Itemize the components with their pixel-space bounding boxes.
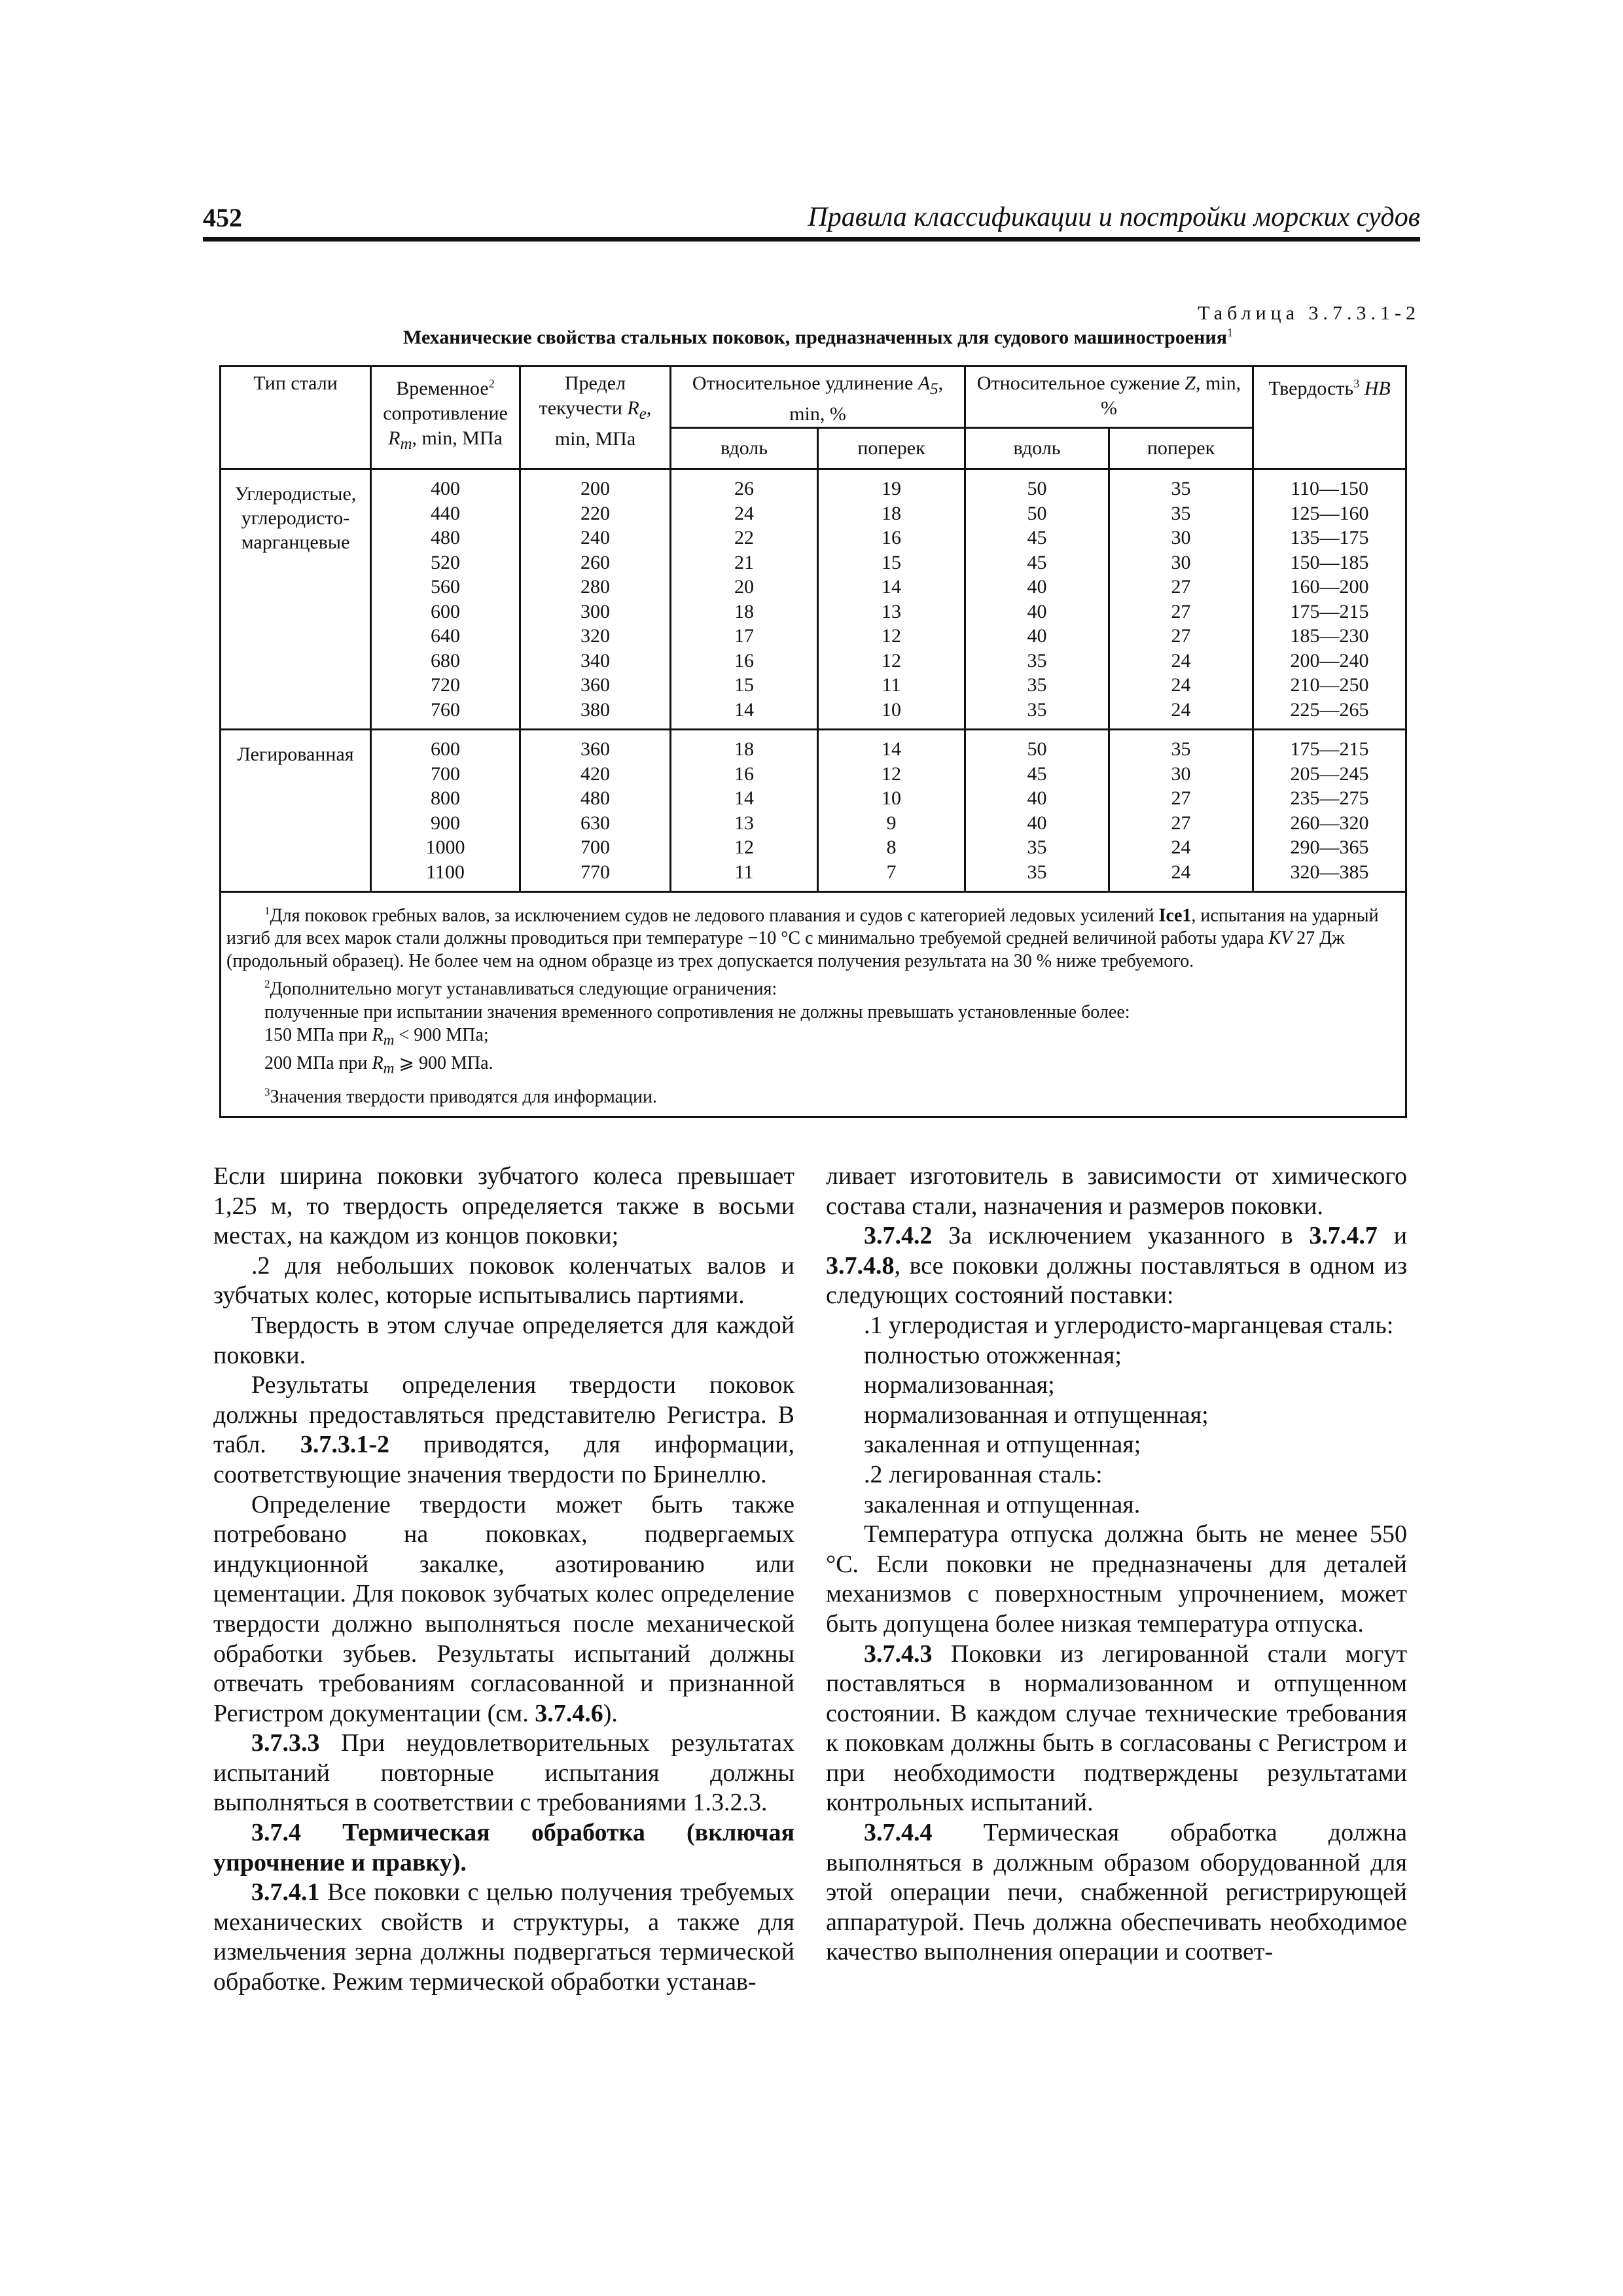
table-cell-value: 50 [1027,738,1047,760]
footnote-2-limit-2: 200 МПа при $R_m$ ⩾ 900 МПа. [264,1053,493,1077]
paragraph: Твердость в этом случае определяется для каждой поковки. [213,1311,794,1369]
caption-footnote-mark: 1 [1226,326,1233,339]
table-cell-value: 225—265 [1290,698,1369,721]
table-cell-value: 12 [734,836,754,858]
table-cell-value: 770 [580,861,610,883]
footnotes-row [221,892,1406,1117]
paragraph: Определение твердости может быть также потребовано на поковках, подвергаемых индукционной закалке, азотированию или цементации. Для поковок зубчатых колес определение твердости должно выполняться после механической обработки зубьев. Результаты испытаний должны отвечать требованиям согласованной и признанной Регистром документации (см. 3.7.4.6). [213,1490,794,1727]
table-cell-value: 630 [580,812,610,834]
table-cell-value: 20 [734,576,754,598]
table-cell-value: 21 [734,551,754,573]
red-across-cell [1109,469,1253,730]
footnote-2-text: полученные при испытании значения временного сопротивления не должны превышать установленные более: [264,1001,1130,1022]
paragraph: 3.7.3.3 При неудовлетворительных результатах испытаний повторные испытания должны выполняться в соответствии с требованиями 1.3.2.3. [213,1729,794,1817]
header-tensile-strength: Временное$^2$ сопротивление $R_m$, min, МПа [371,367,520,469]
properties-table-wrap [219,365,1405,1118]
table-cell-value: 200—240 [1290,649,1369,672]
table-cell-value: 10 [882,787,901,809]
section-reference: 3.7.4.6 [535,1699,603,1727]
table-cell-value: 19 [882,478,901,499]
paragraph: 3.7.4.3 Поковки из легированной стали могут поставляться в нормализованном и отпущенном состоянии. В каждом случае технические требования к поковкам должны быть в согласованы с Регистром и при необходимости подтверждены результатами контрольных испытаний. [826,1640,1407,1817]
table-label: Таблица 3.7.3.1-2 [1198,302,1420,324]
right-text-column [826,1162,1407,1967]
table-cell-value: 27 [1171,625,1191,647]
re-cell [520,730,671,892]
section-number: 3.7.4.4 [864,1819,933,1847]
table-cell-value: 24 [1171,698,1191,721]
paragraph: 3.7.4.1 Все поковки с целью получения требуемых механических свойств и структуры, а также для измельчения зерна должны подвергаться термической обработке. Режим термической обработки устанав- [213,1878,795,1996]
footnote-1: $^1$Для поковок гребных валов, за исключением судов не ледового плавания и судов с категорией ледовых усилений Ice1, испытания на ударный изгиб для всех марок стали должны проводиться при температуре −10 °С с минимально требуемой средней величиной работы удара KV 27 Дж (продольный образец). Не более чем на одном образце из трех допускается получения результата на 30 % ниже требуемого. [226,905,1379,972]
table-cell-value: 340 [580,649,610,672]
table-cell-value: 17 [734,625,754,647]
table-cell-value: 13 [882,600,901,622]
paragraph: .2 для небольших поковок коленчатых валов и зубчатых колес, которые испытывались партиями. [213,1251,794,1310]
elong-across-cell [818,469,965,730]
paragraph: Результаты определения твердости поковок должны предоставляться представителю Регистра. В табл. 3.7.3.1-2 приводятся, для информации, соответствующие значения твердости по Бринеллю. [213,1371,795,1488]
table-cell-value: 45 [1027,551,1047,573]
section-reference: 3.7.4.8 [826,1251,895,1280]
elong-across-cell [818,730,965,892]
table-cell-value: 30 [1171,762,1191,785]
table-cell-value: 35 [1027,836,1047,858]
table-cell-value: 40 [1027,576,1047,598]
running-title: Правила классификации и постройки морских судов [808,202,1420,232]
section-number: 3.7.4 [251,1819,301,1847]
header-elongation: Относительное удлинение $A_5$, min, % [671,367,965,428]
table-cell-value: 13 [734,812,754,834]
page-number: 452 [203,203,242,232]
table-cell-value: 40 [1027,625,1047,647]
table-cell-value: 210—250 [1290,674,1369,696]
table-cell-value: 11 [734,861,754,883]
table-cell-value: 10 [882,698,901,721]
list-item: закаленная и отпущенная. [864,1490,1141,1518]
table-cell-value: 35 [1171,478,1191,499]
header-steel-type: Тип стали [221,367,371,469]
table-cell-value: 35 [1027,649,1047,672]
section-number: 3.7.4.3 [864,1640,933,1668]
table-cell-value: 720 [431,674,460,696]
section-number: 3.7.3.3 [251,1729,320,1757]
table-cell-value: 35 [1171,738,1191,760]
paragraph: Если ширина поковки зубчатого колеса превышает 1,25 м, то твердость определяется также в восьми местах, на каждом из концов поковки; [213,1162,794,1250]
table-cell-value: 14 [734,698,754,721]
table-cell-value: 35 [1027,674,1047,696]
hardness-cell [1253,730,1406,892]
table-cell-value: 175—215 [1290,600,1369,622]
table-cell-value: 380 [580,698,610,721]
table-cell-value: 30 [1171,551,1191,573]
subheader-elong-across: поперек [818,428,965,469]
subheader-red-along: вдоль [965,428,1109,469]
table-cell-value: 24 [1171,674,1191,696]
table-cell-value: 30 [1171,527,1191,548]
table-header-row [221,367,1406,428]
hardness-cell [1253,469,1406,730]
table-cell-value: 18 [734,738,754,760]
table-cell-value: 420 [580,762,610,785]
left-text-column [213,1162,794,1998]
list-item: полностью отожженная; [864,1341,1122,1369]
table-cell-value: 24 [1171,649,1191,672]
table-cell-value: 360 [580,738,610,760]
table-cell-value: 11 [882,674,901,696]
table-cell-value: 135—175 [1290,527,1369,548]
table-cell-value: 40 [1027,787,1047,809]
table-cell-value: 27 [1171,600,1191,622]
table-reference: 3.7.3.1-2 [300,1431,390,1459]
table-cell-value: 400 [431,478,460,499]
re-cell [520,469,671,730]
table-cell-value: 15 [882,551,901,573]
footnote-3: $^3$Значения твердости приводятся для информации. [264,1085,658,1107]
red-across-cell [1109,730,1253,892]
table-cell-value: 18 [882,502,901,524]
paragraph: ливает изготовитель в зависимости от химического состава стали, назначения и размеров поковки. [826,1162,1407,1220]
page-header [203,196,1420,242]
paragraph: .1 углеродистая и углеродисто-марганцевая сталь: [864,1311,1394,1339]
table-cell-value: 700 [431,762,460,785]
table-cell-value: 560 [431,576,460,598]
table-cell-value: 40 [1027,812,1047,834]
table-cell-value: 440 [431,502,460,524]
header-hardness: Твердость$^3$ HB [1253,367,1406,469]
table-cell-value: 1100 [426,861,465,883]
table-cell-value: 520 [431,551,460,573]
table-cell-value: 160—200 [1290,576,1369,598]
rm-cell [371,730,520,892]
elong-along-cell [671,730,818,892]
table-cell-value: 220 [580,502,610,524]
section-number: 3.7.4.2 [864,1222,933,1250]
table-cell-value: 260 [580,551,610,573]
subheader-elong-along: вдоль [671,428,818,469]
list-item: нормализованная и отпущенная; [864,1401,1209,1429]
table-cell-value: 16 [734,762,754,785]
table-cell-value: 600 [431,600,460,622]
table-cell-value: 14 [882,576,901,598]
table-cell-value: 320 [580,625,610,647]
section-reference: 3.7.4.7 [1309,1222,1378,1250]
table-cell-value: 45 [1027,527,1047,548]
paragraph: .2 легированная сталь: [864,1460,1103,1488]
table-cell-value: 22 [734,527,754,548]
table-cell-value: 12 [882,762,901,785]
table-cell-value: 900 [431,812,460,834]
table-cell-value: 50 [1027,478,1047,499]
table-cell-value: 480 [580,787,610,809]
table-cell-value: 40 [1027,600,1047,622]
table-cell-value: 50 [1027,502,1047,524]
footnote-2-limit-1: 150 МПа при $R_m < 900$ МПа; [264,1024,489,1049]
paragraph: Температура отпуска должна быть не менее 550 °С. Если поковки не предназначены для деталей механизмов с поверхностным упрочнением, может быть допущена более низкая температура отпуска. [826,1520,1407,1638]
paragraph: 3.7.4.4 Термическая обработка должна выполняться в должным образом оборудованной для этой операции печи, снабженной регистрирующей аппаратурой. Печь должна обеспечивать необходимое качество выполнения операции и соответ- [826,1819,1408,1966]
table-cell-value: 300 [580,600,610,622]
table-cell-value: 16 [882,527,901,548]
header-reduction-of-area: Относительное сужение Z, min, % [965,367,1253,428]
table-cell-value: 480 [431,527,460,548]
table-cell-value: 260—320 [1290,812,1369,834]
section-heading: 3.7.4 Термическая обработка (включая упрочнение и правку). [213,1819,795,1876]
table-caption-text: Механические свойства стальных поковок, предназначенных для судового машиностроения [403,327,1227,348]
header-yield-strength: Предел текучести $R_e$, min, МПа [520,367,671,469]
list-item: нормализованная; [864,1371,1055,1399]
table-cell-value: 7 [886,861,897,883]
table-cell-value: 26 [734,478,754,499]
table-cell-value: 24 [1171,861,1191,883]
section-number: 3.7.4.1 [251,1878,320,1907]
table-cell-value: 110—150 [1291,478,1368,499]
subheader-red-across: поперек [1109,428,1253,469]
table-cell-value: 320—385 [1290,861,1369,883]
table-cell-value: 680 [431,649,460,672]
table-cell-value: 12 [882,625,901,647]
table-cell-value: 24 [1171,836,1191,858]
table-cell-value: 27 [1171,812,1191,834]
table-cell-value: 640 [431,625,460,647]
table-cell-value: 700 [580,836,610,858]
table-cell-value: 35 [1171,502,1191,524]
table-cell-value: 27 [1171,576,1191,598]
properties-table [219,365,1407,1118]
table-cell-value: 18 [734,600,754,622]
table-cell-value: 14 [734,787,754,809]
table-cell-value: 175—215 [1290,738,1369,760]
steel-type-cell: Легированная [221,730,371,892]
table-cell-value: 27 [1171,787,1191,809]
table-cell-value: 360 [580,674,610,696]
table-cell-value: 1000 [425,836,465,858]
table-cell-value: 205—245 [1290,762,1369,785]
table-cell-value: 24 [734,502,754,524]
table-cell-value: 185—230 [1290,625,1369,647]
rm-cell [371,469,520,730]
table-cell-value: 8 [886,836,897,858]
table-footnotes [221,892,1406,1117]
table-cell-value: 280 [580,576,610,598]
table-cell-value: 125—160 [1290,502,1369,524]
footnote-2: $^2$Дополнительно могут устанавливаться следующие ограничения: [264,978,777,999]
red-along-cell [965,469,1109,730]
table-cell-value: 16 [734,649,754,672]
table-cell-value: 35 [1027,698,1047,721]
table-cell-value: 600 [431,738,460,760]
table-cell-value: 9 [886,812,897,834]
red-along-cell [965,730,1109,892]
table-cell-value: 240 [580,527,610,548]
paragraph: 3.7.4.2 За исключением указанного в 3.7.4.7 и 3.7.4.8, все поковки должны поставляться в одном из следующих состояний поставки: [826,1222,1408,1310]
table-cell-value: 12 [882,649,901,672]
table-cell-value: 150—185 [1290,551,1369,573]
table-cell-value: 235—275 [1290,787,1369,809]
table-cell-value: 200 [580,478,610,499]
elong-along-cell [671,469,818,730]
list-item: закаленная и отпущенная; [864,1431,1141,1459]
table-cell-value: 760 [431,698,460,721]
table-cell-value: 35 [1027,861,1047,883]
steel-type-cell: Углеродистые, углеродисто- марганцевые [221,469,371,730]
table-cell-value: 800 [431,787,460,809]
table-row [221,730,1406,892]
table-caption [216,326,1420,349]
table-row [221,469,1406,730]
table-cell-value: 45 [1027,762,1047,785]
table-cell-value: 14 [882,738,901,760]
table-cell-value: 290—365 [1290,836,1369,858]
table-cell-value: 15 [734,674,754,696]
